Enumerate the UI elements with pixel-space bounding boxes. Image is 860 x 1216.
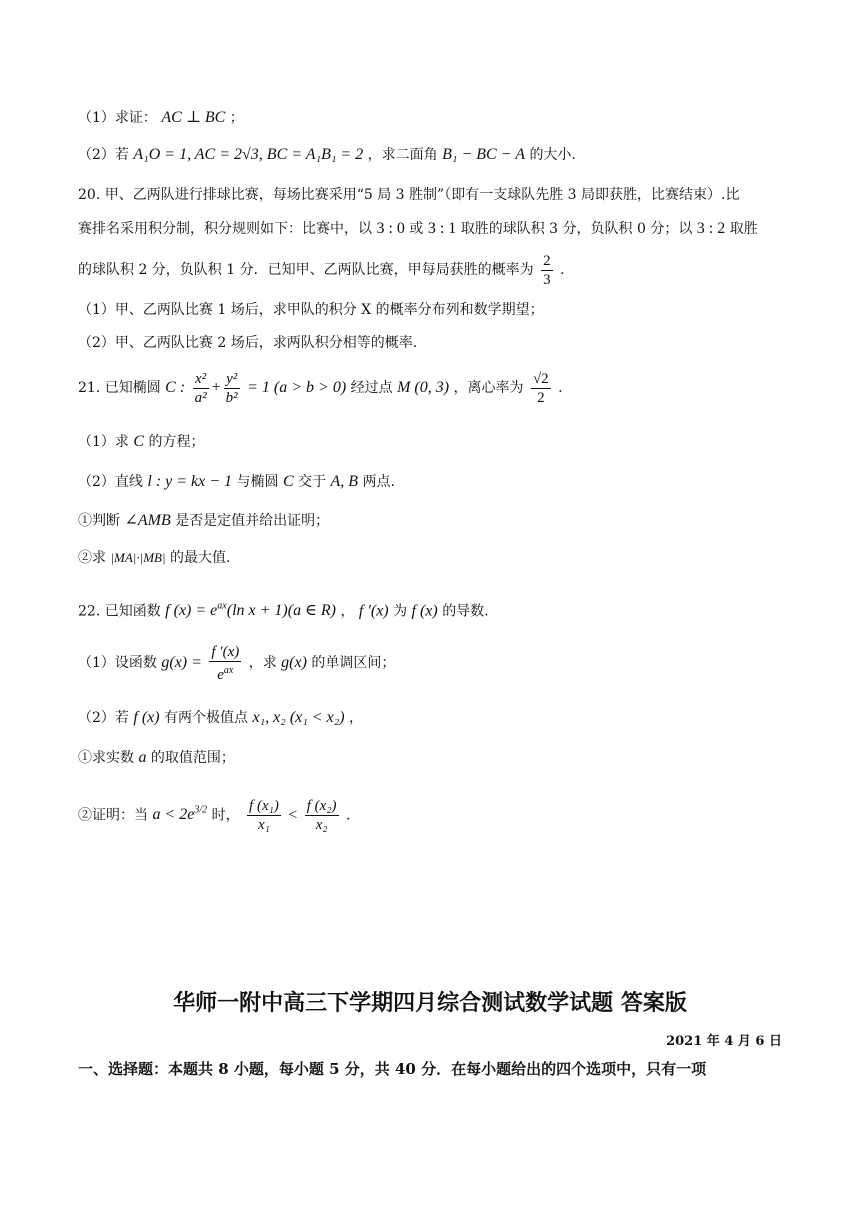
q22-cond: a < 2e	[152, 806, 195, 824]
q22-gx: g(x) =	[161, 654, 202, 671]
q20-line3-end: .	[560, 262, 565, 278]
q21-ecc-num: √2	[532, 370, 549, 387]
q19-part1-label: （1）求证：	[78, 110, 157, 126]
q21-part2-d: 交于	[298, 474, 327, 490]
q21-x-fraction	[193, 370, 209, 407]
q21-x-num: x²	[193, 370, 209, 389]
q20-line1: 20. 甲、乙两队进行排球比赛，每场比赛采用“5 局 3 胜制”（即有一支球队先胜 3 局即获胜，比赛结束）.比	[78, 187, 740, 203]
q22-gx2: g(x)	[281, 654, 307, 671]
q20-prob-den: 3	[543, 271, 551, 288]
q22-intro	[78, 597, 800, 621]
q20-part2: （2）甲、乙两队比赛 2 场后，求两队积分相等的概率.	[78, 335, 418, 351]
q19-part2-label: （2）若	[78, 147, 129, 163]
q20-line2-c: 取胜的球队积 3 分，负队积 0 分；以	[460, 221, 693, 237]
q21-sub1	[78, 511, 800, 531]
q21-intro: 21. 已知椭圆 C : $\frac{\text{x²}}{\text{a²}}$ + $\frac{\text{y²}}{\text{b²}}$ = 1 (a > b > 0) 经过点 M (0, 3) ，离心率为 $\frac{√2}{2}$ .	[78, 370, 563, 406]
q19-part1	[78, 108, 800, 128]
q19-part2	[78, 145, 800, 165]
q22-right-fraction	[305, 797, 339, 834]
q20-line2	[78, 219, 800, 239]
answer-date: 2021 年 4 月 6 日	[666, 1034, 782, 1049]
q22-sub2	[78, 788, 800, 838]
q21-part2-b: 与椭圆	[236, 474, 279, 490]
q21-y-den: b²	[225, 389, 238, 406]
q19-part1-math: AC ⊥ BC	[161, 109, 226, 126]
q21-point: M (0, 3)	[397, 379, 450, 396]
q22-deriv-txt: 为	[393, 603, 408, 620]
q22-var-a: a	[138, 749, 147, 766]
q21-ellipse-c: C :	[165, 379, 186, 396]
q20-line3-a: 的球队积 2 分，负队积 1 分．已知甲、乙两队比赛，甲每局获胜的概率为	[78, 262, 534, 278]
q22-sub2-end: .	[346, 807, 351, 824]
q22-sub1	[78, 748, 800, 768]
q21-condition: = 1 (a > b > 0)	[247, 379, 347, 396]
q21-part2	[78, 472, 800, 492]
q22-func-sup: ax	[217, 601, 227, 612]
q19-part2-mid: ，求二面角	[367, 147, 438, 163]
q21-part1	[78, 432, 800, 452]
q21-sub2-b: 的最大值.	[170, 550, 231, 566]
q22-part1	[78, 640, 800, 686]
q21-part2-c: C	[282, 473, 294, 490]
q21-ecc-den: 2	[537, 389, 545, 406]
q22-g-num: f ′(x)	[211, 643, 240, 660]
q21-ecc-fraction	[531, 370, 551, 407]
q21-part1-b: 的方程；	[148, 434, 205, 450]
q20-prob-fraction	[541, 252, 553, 289]
q22-left-num: f (x₁)	[249, 797, 279, 814]
q20-line2-a: 赛排名采用积分制，积分规则如下：比赛中，以	[78, 221, 372, 237]
q21-part1-c: C	[133, 433, 145, 450]
q22-left-fraction	[247, 797, 281, 834]
q22-part2-fx: f (x)	[133, 709, 160, 726]
q19-part2-math: A₁O = 1, AC = 2√3, BC = A₁B₁ = 2	[133, 146, 364, 163]
q22-part1-c: 的单调区间；	[311, 655, 396, 671]
q22-intro-text: 22. 已知函数	[78, 603, 161, 620]
q21-sub2	[78, 548, 800, 568]
q19-part1-end: ；	[229, 110, 244, 126]
q22-right-num: f (x₂)	[306, 797, 337, 814]
q22-sub2-a: ②证明：当	[78, 807, 148, 824]
q22-part1-b: ，求	[248, 655, 277, 671]
q22-sub1-a: ①求实数	[78, 750, 134, 766]
q21-part2-a: （2）直线	[78, 474, 143, 490]
q22-left-den: x₁	[258, 816, 270, 833]
q21-x-den: a²	[194, 389, 207, 406]
q22-deriv-end: 的导数.	[442, 603, 489, 620]
q21-intro-end: .	[558, 380, 563, 396]
q22-extreme-points: x₁, x₂ (x₁ < x₂)	[252, 709, 345, 726]
q22-deriv: f ′(x)	[358, 602, 389, 620]
q22-less-than: <	[288, 806, 298, 824]
q22-part2	[78, 708, 800, 728]
section-heading: 一、选择题：本题共 8 小题，每小题 5 分，共 40 分．在每小题给出的四个选项中，只有一项	[78, 1060, 707, 1078]
q21-pass: 经过点	[350, 380, 393, 396]
q21-part2-e: 两点.	[362, 474, 395, 490]
q22-part2-b: 有两个极值点	[164, 710, 249, 726]
q19-part2-end: 的大小.	[529, 147, 576, 163]
q21-y-fraction	[224, 370, 240, 407]
q22-part2-end: ，	[349, 710, 364, 726]
answer-title: 华师一附中高三下学期四月综合测试数学试题 答案版	[173, 991, 687, 1016]
q20-score-2: 3 : 1	[427, 220, 457, 237]
q21-line-l: l : y = kx − 1	[147, 473, 233, 490]
q22-g-fraction	[209, 643, 241, 684]
q19-part2-angle: B₁ − BC − A	[442, 146, 525, 163]
q21-y-num: y²	[224, 370, 240, 389]
q21-ecc-label: ，离心率为	[453, 380, 524, 396]
q22-func: f (x) = e	[165, 602, 218, 620]
q22-right-den: x₂	[315, 816, 328, 833]
q21-sub1-b: 是否是定值并给出证明；	[175, 513, 330, 529]
q20-prob-num: 2	[543, 252, 551, 269]
q22-part1-a: （1）设函数	[78, 655, 157, 671]
q22-cond-sup: 3/2	[194, 805, 208, 816]
q22-sub2-b: 时，	[211, 807, 240, 824]
q22-g-den-sup: ax	[223, 664, 234, 676]
q22-part2-a: （2）若	[78, 710, 129, 726]
q20-part1: （1）甲、乙两队比赛 1 场后，求甲队的积分 X 的概率分布列和数学期望；	[78, 302, 544, 318]
q21-part1-a: （1）求	[78, 434, 129, 450]
q22-func-rest: (ln x + 1)(a ∈ R)	[226, 602, 337, 620]
q21-sub2-a: ②求	[78, 550, 106, 566]
q20-score-3: 3 : 2	[696, 220, 726, 237]
q21-intro-text: 21. 已知椭圆	[78, 380, 161, 396]
q20-line3	[78, 250, 800, 290]
q21-ma-mb: |MA|·|MB|	[110, 550, 166, 565]
q21-sub1-a: ①判断	[78, 513, 120, 529]
q22-fx: f (x)	[411, 602, 438, 620]
q20-score-1: 3 : 0	[376, 220, 405, 237]
q21-angle-amb: ∠AMB	[124, 512, 171, 529]
q20-line2-d: 取胜	[729, 221, 758, 237]
q21-points-ab: A, B	[330, 473, 359, 490]
q22-comma: ，	[340, 603, 355, 620]
q22-g-den: e	[217, 666, 224, 683]
q20-line2-b: 或	[409, 221, 424, 237]
q22-sub1-b: 的取值范围；	[150, 750, 235, 766]
